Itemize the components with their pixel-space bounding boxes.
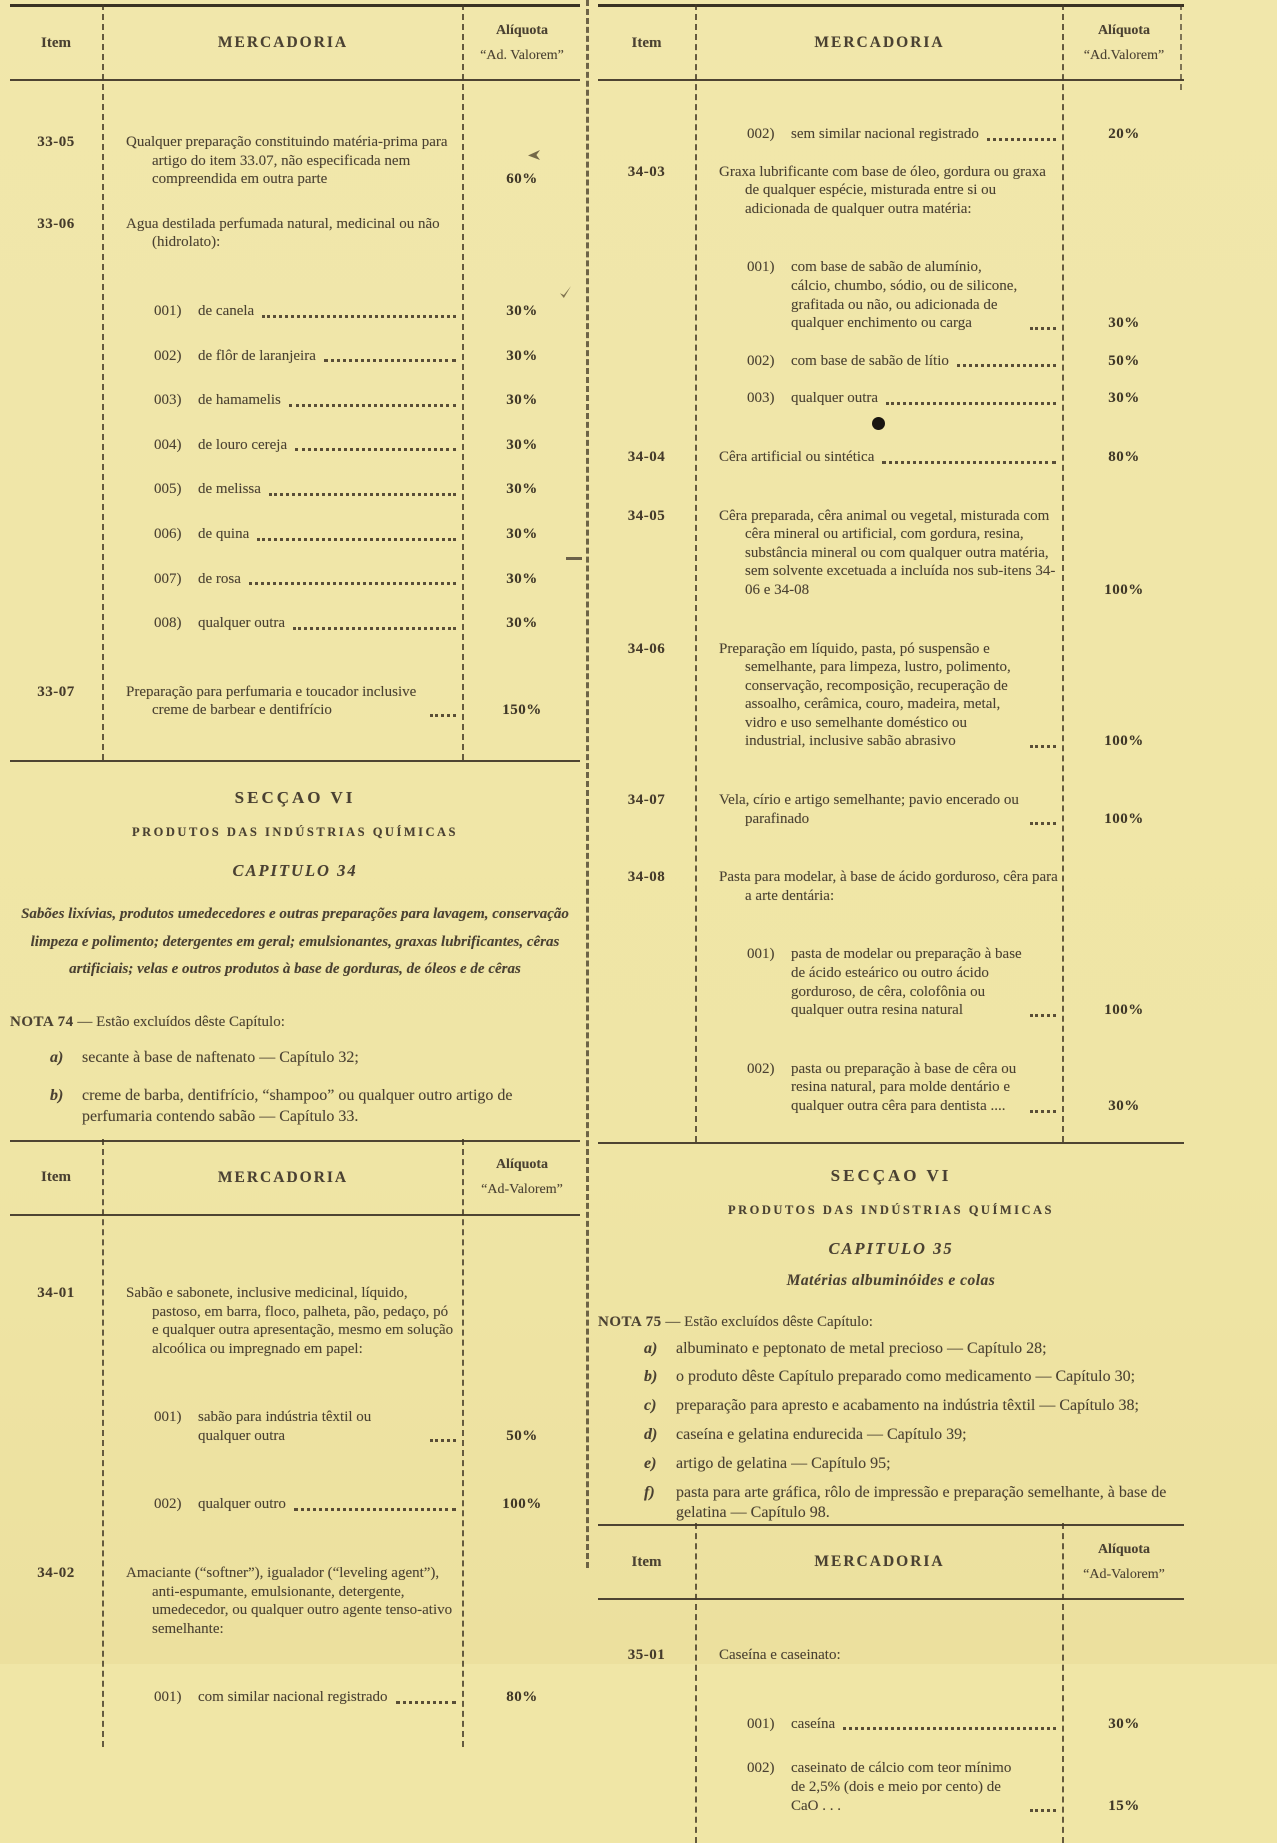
merchandise-cell <box>102 525 464 544</box>
dotted-leader <box>269 493 456 496</box>
sub-item-number: 002) <box>154 1496 182 1513</box>
ad-valorem-rate: 30% <box>506 436 538 453</box>
advalorem-label: “Ad. Valorem” <box>480 47 564 63</box>
item-code: 34-05 <box>627 507 666 524</box>
tariff-table-chapter35 <box>598 1524 1184 1843</box>
sub-item-row <box>10 1408 580 1445</box>
sub-item-number: 001) <box>154 1689 182 1706</box>
sub-item-number: 006) <box>154 525 182 542</box>
note-label: NOTA 75 <box>598 1313 662 1330</box>
table-column-line <box>1062 1523 1064 1843</box>
item-row <box>598 1646 1184 1665</box>
merchandise-cell <box>102 347 464 366</box>
description-wrap <box>719 791 1058 828</box>
dotted-leader <box>324 359 456 362</box>
description-wrap <box>198 1688 458 1707</box>
advalorem-label: “Ad-Valorem” <box>1083 1566 1165 1582</box>
merchandise-cell <box>102 215 464 252</box>
merchandise-cell <box>695 258 1064 332</box>
aliquota-label: Alíquota <box>1097 1541 1151 1557</box>
item-code: 34-03 <box>627 163 666 180</box>
dotted-leader <box>396 1701 456 1704</box>
item-code: 34-06 <box>627 640 666 657</box>
item-code: 34-02 <box>37 1565 75 1582</box>
description-wrap <box>791 125 1058 144</box>
ad-valorem-rate: 30% <box>506 481 538 498</box>
table-header <box>598 1526 1184 1600</box>
description-wrap <box>126 1564 458 1638</box>
sub-item-row <box>10 391 580 410</box>
sub-item-number: 002) <box>747 1760 775 1777</box>
description-wrap <box>791 352 1058 371</box>
ad-valorem-rate: 80% <box>506 1689 538 1706</box>
sub-item-row <box>10 570 580 589</box>
ad-valorem-rate: 30% <box>506 525 538 542</box>
description-text: qualquer outra <box>791 390 879 407</box>
description-text: de louro cereja <box>198 436 288 453</box>
description-wrap <box>791 389 1058 408</box>
chapter-title: CAPITULO 35 <box>828 1238 954 1258</box>
chapter-title: CAPITULO 34 <box>232 860 358 880</box>
description-text: Graxa lubrificante com base de óleo, gordura ou graxa de qualquer espécie, misturada entre si ou adicionada de qualquer outra matéria: <box>719 163 1046 217</box>
table-column-line <box>462 1139 464 1747</box>
note-item-letter: b) <box>50 1086 64 1104</box>
dotted-leader <box>843 1727 1056 1730</box>
ad-valorem-rate: 80% <box>1108 448 1140 465</box>
right-column <box>598 4 1184 1843</box>
dotted-leader <box>1030 1809 1056 1812</box>
description-text: Agua destilada perfumada natural, medicinal ou não (hidrolato): <box>126 215 440 251</box>
merchandise-cell <box>102 1564 464 1638</box>
description-wrap <box>198 391 458 410</box>
note-item-text: caseína e gelatina endurecida — Capítulo 39; <box>676 1425 967 1443</box>
sub-item-row <box>10 525 580 544</box>
note-item-letter: c) <box>644 1397 657 1415</box>
item-row <box>10 215 580 252</box>
sub-item-number: 001) <box>154 302 182 319</box>
merchandise-cell <box>102 1495 464 1514</box>
description-wrap <box>198 302 458 321</box>
merchandise-cell <box>695 868 1064 905</box>
description-text: de rosa <box>198 570 241 587</box>
description-wrap <box>719 507 1058 600</box>
description-text: de quina <box>198 525 250 542</box>
dotted-leader <box>257 538 456 541</box>
merchandise-cell <box>695 448 1064 467</box>
merchandise-cell <box>695 1646 1064 1665</box>
merchandise-cell <box>102 436 464 455</box>
ad-valorem-rate: 150% <box>502 702 542 719</box>
description-wrap <box>198 1495 458 1514</box>
merchandise-cell <box>102 683 464 720</box>
sub-item-row <box>598 1759 1184 1815</box>
sub-item-number: 004) <box>154 436 182 453</box>
tariff-table-chapter34-part1 <box>10 1140 580 1747</box>
table-body <box>598 1600 1184 1843</box>
dotted-leader <box>1030 1014 1056 1017</box>
item-code: 33-05 <box>37 134 75 150</box>
ad-valorem-rate: 15% <box>1108 1797 1140 1814</box>
merchandise-cell <box>102 480 464 499</box>
item-row <box>598 448 1184 467</box>
sub-item-row <box>10 480 580 499</box>
table-body <box>10 81 580 760</box>
merchandise-cell <box>102 1408 464 1445</box>
description-text: de flôr de laranjeira <box>198 347 316 364</box>
ad-valorem-rate: 30% <box>1108 1098 1140 1114</box>
description-wrap <box>719 448 1058 467</box>
description-text: de melissa <box>198 481 261 498</box>
description-wrap <box>198 436 458 455</box>
item-row <box>598 163 1184 219</box>
sub-item-number: 001) <box>154 1409 182 1426</box>
item-code: 33-07 <box>37 683 75 700</box>
note-item <box>598 1425 1184 1446</box>
dotted-leader <box>430 1439 456 1442</box>
left-column <box>10 4 580 1747</box>
merchandise-cell <box>102 1688 464 1707</box>
note-item <box>10 1086 580 1128</box>
ad-valorem-rate: 30% <box>1108 315 1140 332</box>
dotted-leader <box>249 582 456 585</box>
description-text: pasta ou preparação à base de cêra ou resina natural, para molde dentário e qualquer outra cêra para dentista .... <box>791 1060 1017 1114</box>
column-header-mercadoria: MERCADORIA <box>814 34 945 51</box>
note-item-text: pasta para arte gráfica, rôlo de impressão e preparação semelhante, à base de gelatina — Capítulo 98. <box>676 1483 1167 1522</box>
description-wrap <box>198 614 458 633</box>
merchandise-cell <box>695 507 1064 600</box>
column-header-aliquota <box>1064 7 1184 79</box>
note-items <box>10 1048 580 1127</box>
description-text: Preparação em líquido, pasta, pó suspensão e semelhante, para limpeza, lustro, polimento, conservação, recomposição, recuperação de assoalho, cerâmica, couro, madeira, metal, vidro e uso semelhante doméstico ou industrial, inclusive sabão abrasivo <box>719 640 1011 750</box>
note-heading <box>10 1014 580 1031</box>
description-text: Qualquer preparação constituindo matéria-prima para artigo do item 33.07, não especificada nem compreendida em outra parte <box>126 134 448 188</box>
ad-valorem-rate: 100% <box>1104 733 1144 750</box>
table-edge-line <box>1180 4 1182 90</box>
dotted-leader <box>1030 1110 1056 1113</box>
tariff-table-chapter33 <box>10 4 580 762</box>
column-header-mercadoria: MERCADORIA <box>217 1168 349 1186</box>
dotted-leader <box>1030 822 1056 825</box>
item-code: 34-04 <box>627 448 666 465</box>
merchandise-cell <box>102 1284 464 1358</box>
column-header-mercadoria: MERCADORIA <box>217 34 349 51</box>
column-header-item: Item <box>41 34 71 51</box>
ad-valorem-rate: 100% <box>1104 581 1144 598</box>
description-wrap <box>791 258 1058 332</box>
ad-valorem-rate: 30% <box>506 302 538 319</box>
note-text: — Estão excluídos dêste Capítulo: <box>665 1313 873 1330</box>
sub-item-row <box>598 389 1184 408</box>
advalorem-label: “Ad.Valorem” <box>1083 47 1165 63</box>
description-text: sabão para indústria têxtil ou qualquer outra <box>198 1409 372 1444</box>
table-column-line <box>102 4 104 760</box>
section-kicker: PRODUTOS DAS INDÚSTRIAS QUÍMICAS <box>728 1202 1054 1217</box>
sub-item-number: 003) <box>747 390 775 407</box>
item-code: 34-08 <box>627 869 666 886</box>
sub-item-number: 002) <box>154 347 182 364</box>
item-row <box>10 1564 580 1638</box>
note-item-text: preparação para apresto e acabamento na indústria têxtil — Capítulo 38; <box>676 1397 1139 1415</box>
sub-item-row <box>10 1688 580 1707</box>
table-column-line <box>1062 4 1064 1142</box>
column-header-item: Item <box>41 1169 71 1186</box>
description-text: qualquer outra <box>198 615 286 632</box>
sub-item-row <box>598 1715 1184 1734</box>
merchandise-cell <box>695 1759 1064 1815</box>
item-row <box>10 133 580 189</box>
table-header <box>598 7 1184 81</box>
sub-item-number: 001) <box>747 259 775 276</box>
description-wrap <box>126 215 458 252</box>
dotted-leader <box>295 448 456 451</box>
note-item-text: secante à base de naftenato — Capítulo 32; <box>82 1049 359 1067</box>
table-column-line <box>102 1139 104 1747</box>
description-wrap <box>198 480 458 499</box>
note-item <box>598 1454 1184 1475</box>
description-text: de canela <box>198 302 255 319</box>
description-text: caseinato de cálcio com teor mínimo de 2,5% (dois e meio por cento) de CaO . . . <box>791 1760 1012 1814</box>
note-item-text: albuminato e peptonato de metal precioso — Capítulo 28; <box>676 1339 1047 1357</box>
description-text: sem similar nacional registrado <box>791 126 979 142</box>
description-text: com similar nacional registrado <box>198 1689 388 1706</box>
ad-valorem-rate: 30% <box>1108 1715 1140 1732</box>
section-title: SECÇAO VI <box>830 1165 952 1185</box>
dotted-leader <box>294 1508 456 1511</box>
table-header <box>10 1142 580 1216</box>
description-text: Caseína e caseinato: <box>719 1647 841 1664</box>
column-header-item: Item <box>631 1553 662 1570</box>
dotted-leader <box>1030 745 1056 748</box>
ad-valorem-rate: 50% <box>506 1427 538 1444</box>
sub-item-row <box>10 1495 580 1514</box>
merchandise-cell <box>695 945 1064 1019</box>
sub-item-row <box>598 352 1184 371</box>
note-item <box>598 1339 1184 1360</box>
description-wrap <box>126 133 458 189</box>
description-wrap <box>126 1284 458 1358</box>
table-body <box>598 81 1184 1142</box>
description-wrap <box>791 1060 1058 1116</box>
table-column-line <box>462 4 464 760</box>
merchandise-cell <box>102 133 464 189</box>
note-item-text: o produto dêste Capítulo preparado como medicamento — Capítulo 30; <box>676 1368 1136 1386</box>
sub-item-row <box>10 436 580 455</box>
dotted-leader <box>262 315 456 318</box>
column-divider-line <box>586 0 589 1568</box>
description-text: pasta de modelar ou preparação à base de ácido esteárico ou outro ácido gorduroso, de cêra, colofônia ou qualquer outra resina natural <box>791 946 1022 1019</box>
note-items <box>598 1339 1184 1525</box>
sub-item-number: 002) <box>747 126 775 142</box>
description-text: Cêra preparada, cêra animal ou vegetal, misturada com cêra mineral ou artificial, com gordura, resina, substância mineral ou com qualquer outra matéria, sem solvente excetuada a incluída nos sub-itens 34-06 e 34-08 <box>719 507 1056 598</box>
dotted-leader <box>430 714 456 717</box>
note-item-letter: f) <box>644 1483 655 1501</box>
sub-item-row <box>10 614 580 633</box>
item-row <box>598 868 1184 905</box>
description-text: Vela, círio e artigo semelhante; pavio encerado ou parafinado <box>719 792 1019 827</box>
ad-valorem-rate: 30% <box>506 347 538 364</box>
merchandise-cell <box>695 389 1064 408</box>
column-header-aliquota <box>1064 1526 1184 1598</box>
dotted-leader <box>957 364 1056 367</box>
note-label: NOTA 74 <box>10 1014 74 1031</box>
ad-valorem-rate: 60% <box>506 171 538 188</box>
ad-valorem-rate: 30% <box>506 615 538 632</box>
description-wrap <box>198 347 458 366</box>
description-wrap <box>198 1408 458 1445</box>
note-text: — Estão excluídos dêste Capítulo: <box>77 1014 285 1031</box>
table-body <box>10 1216 580 1747</box>
note-item-letter: b) <box>644 1368 658 1386</box>
merchandise-cell <box>695 640 1064 752</box>
ad-valorem-rate: 30% <box>506 570 538 587</box>
item-row <box>598 791 1184 828</box>
description-wrap <box>719 1646 1058 1665</box>
sub-item-number: 002) <box>747 1060 775 1077</box>
dotted-leader <box>987 138 1056 141</box>
item-code: 34-07 <box>627 792 666 809</box>
sub-item-number: 007) <box>154 570 182 587</box>
merchandise-cell <box>102 302 464 321</box>
note-item-letter: a) <box>644 1339 658 1357</box>
description-wrap <box>126 683 458 720</box>
description-text: com base de sabão de alumínio, cálcio, chumbo, sódio, ou de silicone, grafitada ou não, ou adicionada de qualquer enchimento ou carga <box>791 259 1018 332</box>
description-text: Preparação para perfumaria e toucador inclusive creme de barbear e dentifrício <box>126 683 417 719</box>
merchandise-cell <box>695 352 1064 371</box>
merchandise-cell <box>695 791 1064 828</box>
chapter-35-heading-block <box>598 1166 1184 1525</box>
description-wrap <box>198 525 458 544</box>
aliquota-label: Alíquota <box>495 1157 549 1173</box>
tariff-table-chapter34-part2 <box>598 4 1184 1144</box>
description-wrap <box>719 868 1058 905</box>
column-header-item: Item <box>631 34 662 51</box>
note-heading <box>598 1314 1184 1331</box>
sub-item-number: 003) <box>154 392 182 409</box>
description-wrap <box>791 945 1058 1019</box>
sub-item-row <box>598 1060 1184 1116</box>
chapter-description: Sabões lixívias, produtos umedecedores e outras preparações para lavagem, conservação limpeza e polimento; detergentes em geral; emulsionantes, graxas lubrificantes, cêras artificiais; velas e outros produtos à base de gorduras, de óleos e de cêras <box>21 905 569 978</box>
dotted-leader <box>289 404 456 407</box>
sub-item-row <box>10 302 580 321</box>
merchandise-cell <box>102 391 464 410</box>
dotted-leader <box>882 461 1056 464</box>
section-kicker: PRODUTOS DAS INDÚSTRIAS QUÍMICAS <box>132 824 458 839</box>
ad-valorem-rate: 100% <box>1104 810 1144 827</box>
description-wrap <box>198 570 458 589</box>
description-text: qualquer outro <box>198 1496 286 1513</box>
sub-item-row <box>10 347 580 366</box>
merchandise-cell <box>102 570 464 589</box>
item-code: 34-01 <box>37 1284 75 1301</box>
aliquota-label: Alíquota <box>495 22 549 38</box>
description-text: Amaciante (“softner”), igualador (“leveling agent”), anti-espumante, emulsionante, detergente, umedecedor, ou qualquer outro agente tenso-ativo semelhante: <box>126 1565 453 1637</box>
sub-item-number: 001) <box>747 1715 775 1732</box>
merchandise-cell <box>695 1060 1064 1116</box>
item-row <box>598 640 1184 752</box>
item-row <box>598 507 1184 600</box>
sub-item-row <box>598 258 1184 332</box>
note-item-letter: e) <box>644 1454 657 1472</box>
note-item-letter: a) <box>50 1049 64 1067</box>
item-row <box>10 683 580 720</box>
sub-item-row <box>598 125 1184 144</box>
column-header-aliquota <box>464 1142 580 1214</box>
sub-item-number: 001) <box>747 946 775 963</box>
chapter-34-heading-block <box>10 788 580 1140</box>
ad-valorem-rate: 100% <box>502 1496 542 1513</box>
description-text: de hamamelis <box>198 392 281 409</box>
description-text: Pasta para modelar, à base de ácido gorduroso, cêra para a arte dentária: <box>719 869 1058 904</box>
description-wrap <box>791 1715 1058 1734</box>
ad-valorem-rate: 30% <box>506 392 538 409</box>
sub-item-row <box>598 945 1184 1019</box>
merchandise-cell <box>695 1715 1064 1734</box>
ad-valorem-rate: 100% <box>1104 1002 1144 1019</box>
note-item-text: creme de barba, dentifrício, “shampoo” ou qualquer outro artigo de perfumaria contendo sabão — Capítulo 33. <box>82 1086 513 1125</box>
table-column-line <box>695 4 697 1142</box>
merchandise-cell <box>695 125 1064 144</box>
note-item <box>598 1367 1184 1388</box>
table-header <box>10 7 580 81</box>
note-item-letter: d) <box>644 1425 658 1443</box>
description-wrap <box>719 163 1058 219</box>
ad-valorem-rate: 20% <box>1108 126 1140 142</box>
column-header-aliquota <box>464 7 580 79</box>
dotted-leader <box>886 402 1056 405</box>
ad-valorem-rate: 30% <box>1108 390 1140 407</box>
merchandise-cell <box>102 614 464 633</box>
sub-item-number: 008) <box>154 615 182 632</box>
advalorem-label: “Ad-Valorem” <box>481 1182 563 1198</box>
dotted-leader <box>293 627 456 630</box>
item-row <box>10 1284 580 1358</box>
note-item <box>10 1048 580 1069</box>
note-item-text: artigo de gelatina — Capítulo 95; <box>676 1454 891 1472</box>
description-wrap <box>719 640 1058 752</box>
section-title: SECÇAO VI <box>234 787 356 807</box>
description-wrap <box>791 1759 1058 1815</box>
description-text: caseína <box>791 1715 836 1732</box>
description-text: Cêra artificial ou sintética <box>719 448 875 465</box>
item-code: 35-01 <box>627 1647 666 1664</box>
column-header-mercadoria: MERCADORIA <box>814 1553 945 1571</box>
description-text: com base de sabão de lítio <box>791 352 949 369</box>
sub-item-number: 005) <box>154 481 182 498</box>
ad-valorem-rate: 50% <box>1108 352 1140 369</box>
chapter-subtitle: Matérias albuminóides e colas <box>786 1271 996 1289</box>
dotted-leader <box>1030 327 1056 330</box>
aliquota-label: Alíquota <box>1097 22 1151 38</box>
note-item <box>598 1396 1184 1417</box>
sub-item-number: 002) <box>747 352 775 369</box>
table-column-line <box>695 1523 697 1843</box>
note-item <box>598 1483 1184 1525</box>
description-text: Sabão e sabonete, inclusive medicinal, líquido, pastoso, em barra, floco, palheta, pão, pedaço, pó e qualquer outra apresentação, mesmo em solução alcoólica ou impregnado em papel: <box>126 1284 454 1357</box>
item-code: 33-06 <box>37 215 75 232</box>
merchandise-cell <box>695 163 1064 219</box>
